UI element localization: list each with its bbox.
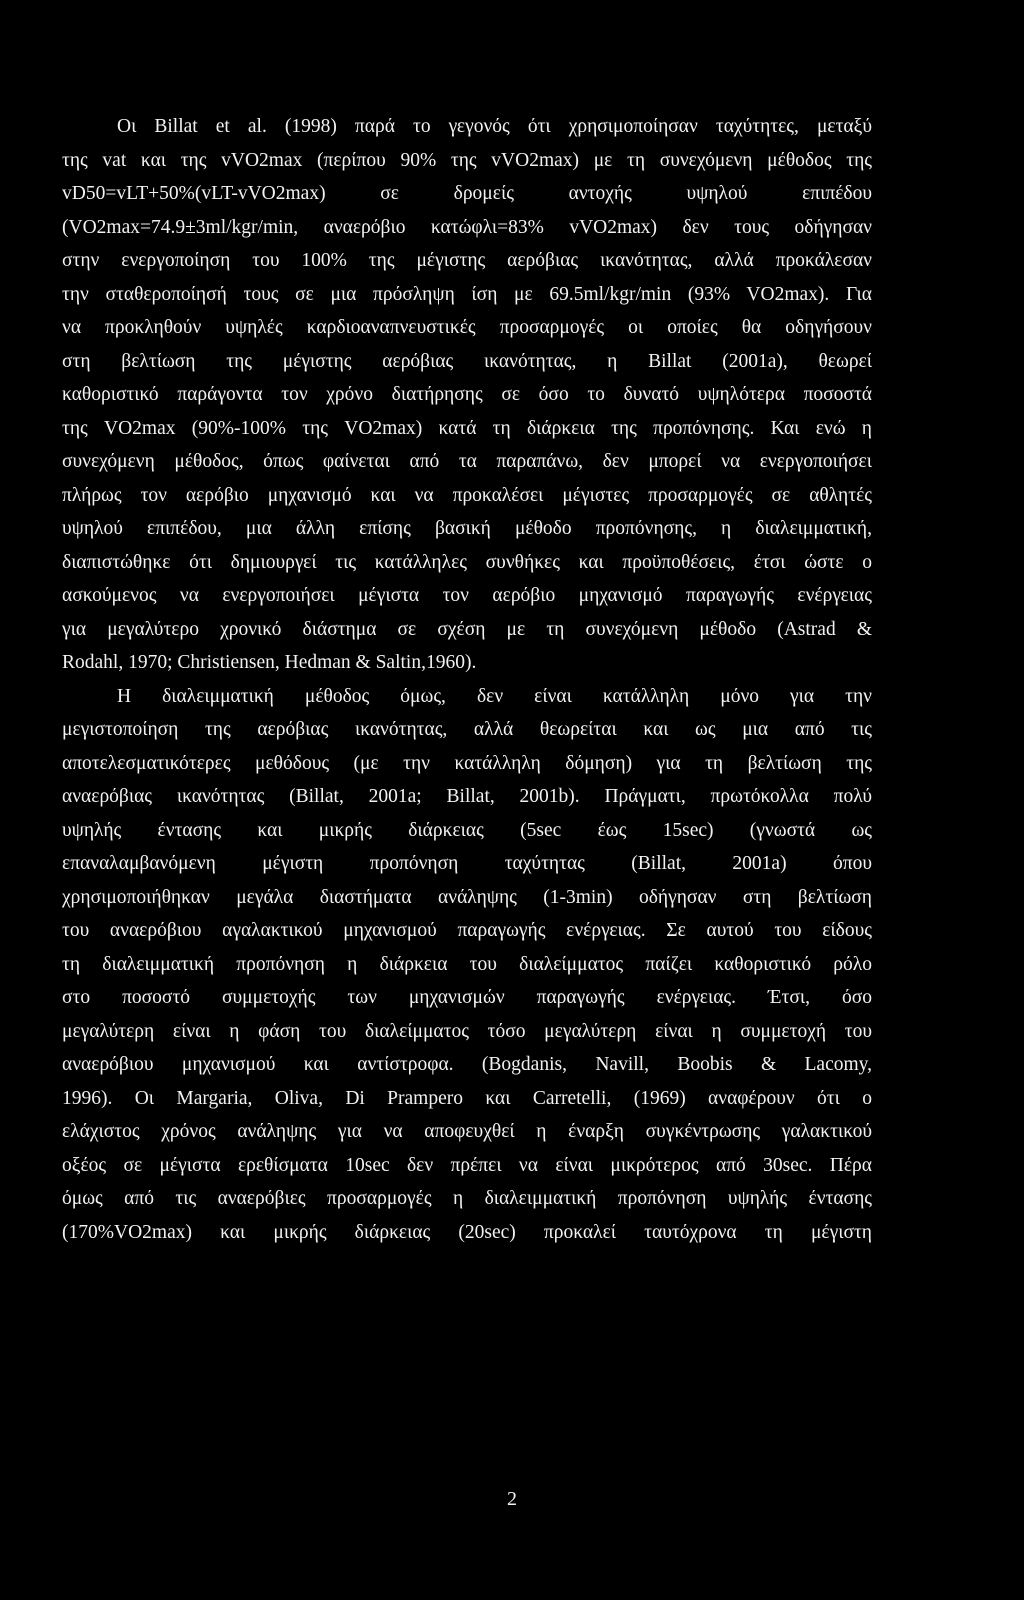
paragraph-2 (62, 680, 872, 1250)
text-line: μεγιστοποίηση της αερόβιας ικανότητας, αλλά θεωρείται και ως μια από τις (62, 719, 872, 740)
text-line: ελάχιστος χρόνος ανάληψης για να αποφευχθεί η έναρξη συγκέντρωσης γαλακτικού (62, 1121, 872, 1142)
text-line: αποτελεσματικότερες μεθόδους (με την κατάλληλη δόμηση) για τη βελτίωση της (62, 752, 872, 774)
text-line: για μεγαλύτερο χρονικό διάστημα σε σχέση με τη συνεχόμενη μέθοδο (Astrad & (62, 618, 872, 640)
text-line: πλήρως τον αερόβιο μηχανισμό και να προκαλέσει μέγιστες προσαρμογές σε αθλητές (62, 484, 872, 506)
text-line: του αναερόβιου αγαλακτικού μηχανισμού παραγωγής ενέργειας. Σε αυτού του είδους (62, 920, 872, 941)
text-line: στη βελτίωση της μέγιστης αερόβιας ικανότητας, η Billat (2001a), θεωρεί (62, 350, 872, 372)
text-line: αναερόβιου μηχανισμού και αντίστροφα. (Bogdanis, Navill, Boobis & Lacomy, (62, 1054, 872, 1075)
text-line: να προκληθούν υψηλές καρδιοαναπνευστικές προσαρμογές οι οποίες θα οδηγήσουν (62, 317, 872, 338)
page-number: 2 (507, 1488, 517, 1510)
text-line: της vat και της vVO2max (περίπου 90% της vVO2max) με τη συνεχόμενη μέθοδος της (62, 149, 872, 171)
text-line: ασκούμενος να ενεργοποιήσει μέγιστα τον αερόβιο μηχανισμό παραγωγής ενέργειας (62, 585, 872, 606)
text-line: αναερόβιας ικανότητας (Billat, 2001a; Billat, 2001b). Πράγματι, πρωτόκολλα πολύ (62, 786, 872, 807)
text-line: (VO2max=74.9±3ml/kgr/min, αναερόβιο κατώφλι=83% vVO2max) δεν τους οδήγησαν (62, 216, 872, 238)
text-line: χρησιμοποιήθηκαν μεγάλα διαστήματα ανάληψης (1-3min) οδήγησαν στη βελτίωση (62, 886, 872, 908)
text-line: οξέος σε μέγιστα ερεθίσματα 10sec δεν πρέπει να είναι μικρότερος από 30sec. Πέρα (62, 1154, 872, 1176)
text-line: καθοριστικό παράγοντα τον χρόνο διατήρησης σε όσο το δυνατό υψηλότερα ποσοστά (62, 384, 872, 405)
text-line: (170%VO2max) και μικρής διάρκειας (20sec) προκαλεί ταυτόχρονα τη μέγιστη (62, 1221, 872, 1243)
text-line: συνεχόμενη μέθοδος, όπως φαίνεται από τα παραπάνω, δεν μπορεί να ενεργοποιήσει (62, 451, 872, 472)
text-line: μεγαλύτερη είναι η φάση του διαλείμματος τόσο μεγαλύτερη είναι η συμμετοχή του (62, 1020, 872, 1042)
text-line: όμως από τις αναερόβιες προσαρμογές η διαλειμματική προπόνηση υψηλής έντασης (62, 1188, 872, 1209)
text-line: στην ενεργοποίηση του 100% της μέγιστης αερόβιας ικανότητας, αλλά προκάλεσαν (62, 250, 872, 271)
text-line: Οι Billat et al. (1998) παρά το γεγονός ότι χρησιμοποίησαν ταχύτητες, μεταξύ (117, 116, 872, 137)
text-line: Rodahl, 1970; Christiensen, Hedman & Saltin,1960). (62, 652, 477, 673)
text-line: στο ποσοστό συμμετοχής των μηχανισμών παραγωγής ενέργειας. Έτσι, όσο (62, 987, 872, 1008)
text-line: τη διαλειμματική προπόνηση η διάρκεια του διαλείμματος παίζει καθοριστικό ρόλο (62, 953, 872, 975)
text-line: υψηλού επιπέδου, μια άλλη επίσης βασική μέθοδο προπόνησης, η διαλειμματική, (62, 518, 872, 539)
text-line: διαπιστώθηκε ότι δημιουργεί τις κατάλληλες συνθήκες και προϋποθέσεις, έτσι ώστε ο (62, 551, 872, 573)
text-line: επαναλαμβανόμενη μέγιστη προπόνηση ταχύτητας (Billat, 2001a) όπου (62, 853, 872, 874)
text-line: της VO2max (90%-100% της VO2max) κατά τη διάρκεια της προπόνησης. Και ενώ η (62, 417, 872, 439)
text-line: vD50=vLT+50%(vLT-vVO2max) σε δρομείς αντοχής υψηλού επιπέδου (62, 183, 872, 204)
text-line: υψηλής έντασης και μικρής διάρκειας (5sec έως 15sec) (γνωστά ως (62, 819, 872, 841)
paragraph-1 (62, 110, 872, 680)
text-line: 1996). Οι Margaria, Oliva, Di Prampero και Carretelli, (1969) αναφέρουν ότι ο (62, 1087, 872, 1109)
document-body (62, 110, 872, 1249)
text-line: Η διαλειμματική μέθοδος όμως, δεν είναι κατάλληλη μόνο για την (117, 685, 872, 707)
text-line: την σταθεροποίησή τους σε μια πρόσληψη ίση με 69.5ml/kgr/min (93% VO2max). Για (62, 283, 872, 305)
